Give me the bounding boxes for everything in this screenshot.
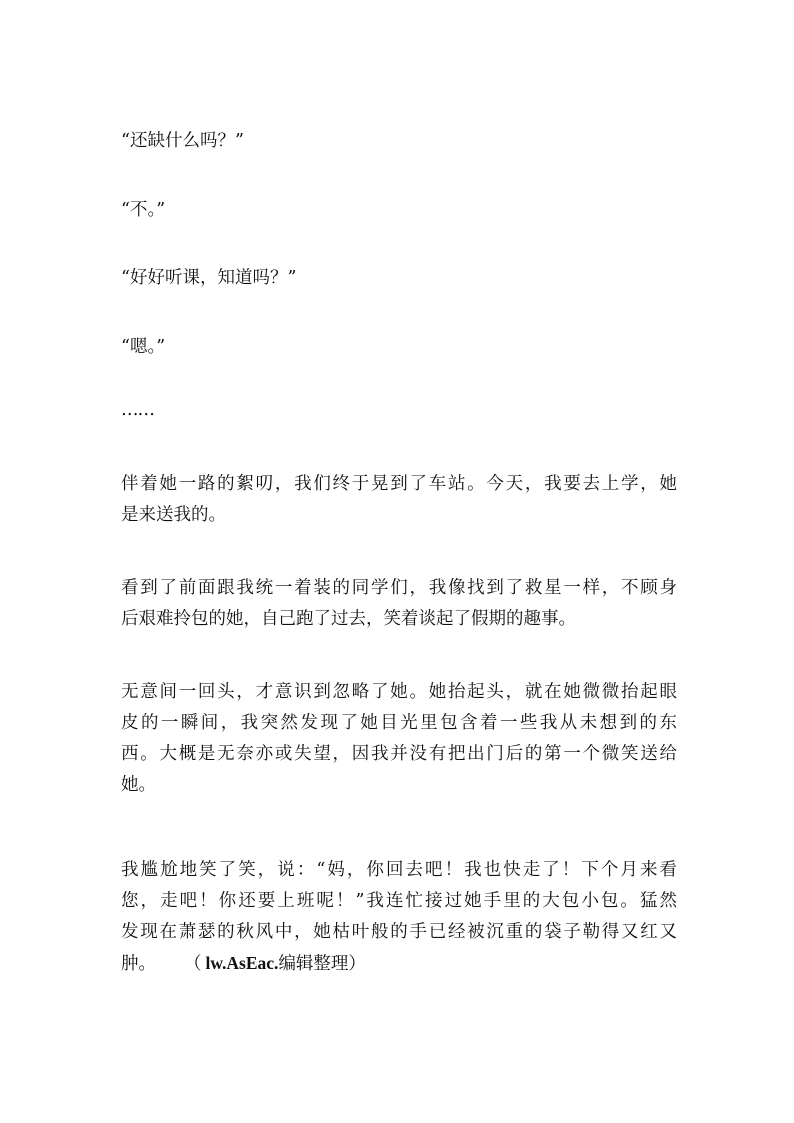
- dialogue-line-1: “还缺什么吗？”: [121, 131, 244, 151]
- paragraph-line: 无意间一回头，才意识到忽略了她。她抬起头，就在她微微抬起眼: [121, 682, 677, 702]
- paragraph-line: 我尴尬地笑了笑，说：“妈，你回去吧！我也快走了！下个月来看: [121, 860, 677, 880]
- paragraph-1: [121, 469, 677, 531]
- paragraph-end-text: 肿。: [121, 954, 156, 974]
- paragraph-line: 西。大概是无奈亦或失望，因我并没有把出门后的第一个微笑送给: [121, 744, 677, 764]
- dialogue-line-2: “不。”: [121, 200, 166, 220]
- credit-source: lw.AsEac.: [205, 953, 279, 973]
- paragraph-line: 看到了前面跟我统一着装的同学们，我像找到了救星一样，不顾身: [121, 578, 677, 598]
- paragraph-line: 后艰难拎包的她，自己跑了过去，笑着谈起了假期的趣事。: [121, 609, 576, 629]
- paragraph-line: 您，走吧！你还要上班呢！”我连忙接过她手里的大包小包。猛然: [121, 891, 677, 911]
- paragraph-line: 她。: [121, 775, 156, 795]
- paragraph-line: 是来送我的。: [121, 505, 226, 525]
- ellipsis-line: ……: [121, 400, 154, 420]
- credit-open-paren: （: [184, 953, 202, 973]
- paragraph-last-line: [121, 948, 677, 980]
- dialogue-line-4: “嗯。”: [121, 337, 166, 357]
- paragraph-line: 发现在萧瑟的秋风中，她枯叶般的手已经被沉重的袋子勒得又红又: [121, 922, 677, 942]
- paragraph-line: 伴着她一路的絮叨，我们终于晃到了车站。今天，我要去上学，她: [121, 474, 677, 494]
- paragraph-4: [121, 855, 677, 980]
- dialogue-line-3: “好好听课，知道吗？”: [121, 268, 297, 288]
- paragraph-line: 皮的一瞬间，我突然发现了她目光里包含着一些我从未想到的东: [121, 713, 677, 733]
- paragraph-2: [121, 573, 677, 635]
- credit-tail: 编辑整理）: [278, 953, 366, 973]
- paragraph-3: [121, 677, 677, 801]
